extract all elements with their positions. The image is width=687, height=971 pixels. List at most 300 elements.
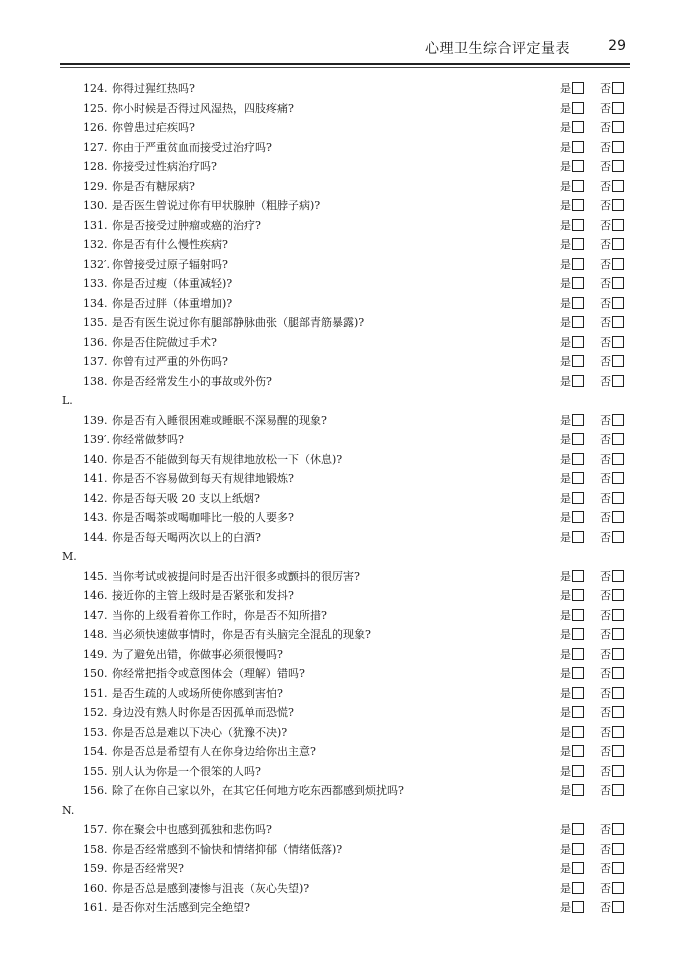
yes-checkbox[interactable]	[572, 862, 584, 874]
no-option	[600, 138, 624, 158]
yes-checkbox[interactable]	[572, 589, 584, 601]
yes-label: 是	[560, 472, 571, 485]
no-checkbox[interactable]	[612, 589, 624, 601]
question-row	[0, 703, 687, 723]
question-row	[0, 898, 687, 918]
question-number: 139.	[83, 413, 108, 427]
question-text: 你在聚会中也感到孤独和悲伤吗?	[112, 823, 272, 836]
no-label: 否	[600, 179, 611, 193]
answer-options	[560, 352, 611, 372]
yes-checkbox[interactable]	[572, 238, 584, 250]
yes-label: 是	[560, 881, 571, 895]
no-label: 否	[600, 160, 611, 173]
answer-options	[560, 762, 611, 782]
no-option	[600, 781, 624, 801]
question-number: 149.	[83, 647, 108, 661]
question-number: 155.	[83, 764, 108, 778]
answer-options	[560, 840, 611, 860]
yes-checkbox[interactable]	[572, 199, 584, 211]
no-checkbox[interactable]	[612, 492, 624, 504]
question-row	[0, 177, 687, 197]
section-label	[0, 801, 687, 821]
yes-checkbox[interactable]	[572, 141, 584, 153]
yes-checkbox[interactable]	[572, 433, 584, 445]
no-option	[600, 762, 624, 782]
question-text: 当你考试或被提问时是否出汗很多或颤抖的很厉害?	[112, 569, 360, 583]
no-label: 否	[600, 647, 611, 661]
no-checkbox[interactable]	[612, 901, 624, 913]
question-row	[0, 430, 687, 450]
question-text: 是否有医生说过你有腿部静脉曲张（腿部青筋暴露)?	[112, 316, 365, 329]
yes-label: 是	[560, 452, 571, 466]
question-number: 154.	[83, 745, 108, 758]
no-checkbox[interactable]	[612, 687, 624, 699]
no-checkbox[interactable]	[612, 862, 624, 874]
yes-checkbox[interactable]	[572, 180, 584, 192]
no-option	[600, 703, 624, 723]
question-number: 152.	[83, 706, 108, 719]
yes-checkbox[interactable]	[572, 160, 584, 172]
yes-checkbox[interactable]	[572, 823, 584, 835]
yes-label: 是	[560, 160, 571, 173]
no-label: 否	[600, 823, 611, 836]
question-number: 133.	[83, 277, 108, 290]
question-row	[0, 664, 687, 684]
no-checkbox[interactable]	[612, 355, 624, 367]
no-checkbox[interactable]	[612, 102, 624, 114]
no-checkbox[interactable]	[612, 277, 624, 289]
answer-options	[560, 859, 611, 879]
no-checkbox[interactable]	[612, 180, 624, 192]
yes-label: 是	[560, 413, 571, 427]
question-number: 151.	[83, 686, 108, 700]
no-label: 否	[600, 569, 611, 583]
yes-checkbox[interactable]	[572, 628, 584, 640]
question-row	[0, 781, 687, 801]
no-label: 否	[600, 530, 611, 544]
question-number: 132.	[83, 238, 108, 251]
yes-label: 是	[560, 706, 571, 719]
question-text: 除了在你自己家以外，在其它任何地方吃东西都感到烦扰吗?	[112, 784, 404, 797]
no-label: 否	[600, 257, 611, 271]
no-checkbox[interactable]	[612, 882, 624, 894]
answer-options	[560, 118, 611, 138]
question-row	[0, 118, 687, 138]
question-number: 157.	[83, 823, 108, 836]
no-checkbox[interactable]	[612, 648, 624, 660]
question-number: 131.	[83, 218, 108, 232]
no-label: 否	[600, 82, 611, 95]
no-label: 否	[600, 608, 611, 622]
question-number: 126.	[83, 121, 108, 134]
no-checkbox[interactable]	[612, 472, 624, 484]
answer-options	[560, 606, 611, 626]
no-checkbox[interactable]	[612, 609, 624, 621]
question-row	[0, 372, 687, 392]
question-row	[0, 567, 687, 587]
yes-label: 是	[560, 374, 571, 388]
no-option	[600, 255, 624, 275]
question-text: 你曾患过疟疾吗?	[112, 121, 195, 134]
yes-label: 是	[560, 764, 571, 778]
yes-checkbox[interactable]	[572, 492, 584, 504]
no-option	[600, 508, 624, 528]
no-label: 否	[600, 667, 611, 680]
question-row	[0, 489, 687, 509]
question-row	[0, 723, 687, 743]
no-label: 否	[600, 745, 611, 758]
yes-checkbox[interactable]	[572, 765, 584, 777]
question-number: 140.	[83, 452, 108, 466]
no-option	[600, 723, 624, 743]
no-option	[600, 157, 624, 177]
no-option	[600, 469, 624, 489]
question-row	[0, 450, 687, 470]
yes-checkbox[interactable]	[572, 453, 584, 465]
yes-label: 是	[560, 530, 571, 544]
no-checkbox[interactable]	[612, 784, 624, 796]
header-rule-thick	[60, 63, 630, 65]
question-row	[0, 879, 687, 899]
no-option	[600, 859, 624, 879]
question-number: 125.	[83, 101, 108, 115]
question-row	[0, 294, 687, 314]
yes-checkbox[interactable]	[572, 472, 584, 484]
no-option	[600, 372, 624, 392]
question-text: 你是否经常感到不愉快和情绪抑郁（情绪低落)?	[112, 842, 343, 856]
answer-options	[560, 469, 611, 489]
no-checkbox[interactable]	[612, 531, 624, 543]
no-label: 否	[600, 784, 611, 797]
no-checkbox[interactable]	[612, 121, 624, 133]
question-text: 你是否不能做到每天有规律地放松一下（休息)?	[112, 452, 343, 466]
no-label: 否	[600, 901, 611, 914]
question-text: 你是否过瘦（体重减轻)?	[112, 277, 233, 290]
no-option	[600, 294, 624, 314]
yes-label: 是	[560, 608, 571, 622]
answer-options	[560, 508, 611, 528]
no-label: 否	[600, 335, 611, 349]
answer-options	[560, 313, 611, 333]
yes-label: 是	[560, 491, 571, 505]
yes-label: 是	[560, 82, 571, 95]
question-text: 你由于严重贫血而接受过治疗吗?	[112, 140, 272, 154]
no-option	[600, 606, 624, 626]
question-number: 144.	[83, 530, 108, 544]
question-text: 为了避免出错，你做事必须很慢吗?	[112, 647, 283, 661]
yes-label: 是	[560, 277, 571, 290]
question-text: 当必须快速做事情时，你是否有头脑完全混乱的现象?	[112, 628, 371, 641]
yes-checkbox[interactable]	[572, 336, 584, 348]
no-checkbox[interactable]	[612, 765, 624, 777]
no-option	[600, 235, 624, 255]
no-checkbox[interactable]	[612, 199, 624, 211]
no-option	[600, 450, 624, 470]
answer-options	[560, 177, 611, 197]
section-letter: L.	[62, 394, 73, 407]
question-number: 139′.	[83, 433, 110, 446]
no-label: 否	[600, 296, 611, 310]
no-label: 否	[600, 881, 611, 895]
yes-label: 是	[560, 647, 571, 661]
question-number: 129.	[83, 179, 108, 193]
no-option	[600, 742, 624, 762]
no-label: 否	[600, 472, 611, 485]
question-text: 你是否经常哭?	[112, 862, 184, 875]
question-number: 130.	[83, 199, 108, 212]
yes-checkbox[interactable]	[572, 648, 584, 660]
question-row	[0, 411, 687, 431]
no-label: 否	[600, 452, 611, 466]
yes-label: 是	[560, 140, 571, 154]
question-text: 你经常把指令或意图体会（理解）错吗?	[112, 667, 305, 680]
yes-checkbox[interactable]	[572, 901, 584, 913]
no-checkbox[interactable]	[612, 433, 624, 445]
no-checkbox[interactable]	[612, 141, 624, 153]
no-checkbox[interactable]	[612, 628, 624, 640]
no-checkbox[interactable]	[612, 843, 624, 855]
answer-options	[560, 645, 611, 665]
yes-label: 是	[560, 296, 571, 310]
no-checkbox[interactable]	[612, 511, 624, 523]
question-number: 135.	[83, 316, 108, 329]
question-text: 是否医生曾说过你有甲状腺肿（粗脖子病)?	[112, 199, 321, 212]
no-label: 否	[600, 511, 611, 524]
section-letter: M.	[62, 550, 77, 563]
yes-checkbox[interactable]	[572, 297, 584, 309]
no-option	[600, 411, 624, 431]
question-number: 158.	[83, 842, 108, 856]
no-checkbox[interactable]	[612, 726, 624, 738]
answer-options	[560, 586, 611, 606]
section-label	[0, 547, 687, 567]
no-label: 否	[600, 764, 611, 778]
yes-checkbox[interactable]	[572, 219, 584, 231]
yes-label: 是	[560, 433, 571, 446]
answer-options	[560, 99, 611, 119]
page-header	[60, 38, 630, 62]
question-number: 150.	[83, 667, 108, 680]
no-option	[600, 664, 624, 684]
question-text: 你经常做梦吗?	[112, 433, 184, 446]
no-label: 否	[600, 862, 611, 875]
answer-options	[560, 742, 611, 762]
yes-checkbox[interactable]	[572, 258, 584, 270]
question-row	[0, 235, 687, 255]
question-row	[0, 99, 687, 119]
answer-options	[560, 79, 611, 99]
yes-label: 是	[560, 862, 571, 875]
no-option	[600, 118, 624, 138]
yes-label: 是	[560, 199, 571, 212]
yes-label: 是	[560, 823, 571, 836]
no-checkbox[interactable]	[612, 297, 624, 309]
no-option	[600, 898, 624, 918]
no-label: 否	[600, 413, 611, 427]
yes-checkbox[interactable]	[572, 316, 584, 328]
question-number: 127.	[83, 140, 108, 154]
answer-options	[560, 528, 611, 548]
question-row	[0, 684, 687, 704]
yes-checkbox[interactable]	[572, 277, 584, 289]
question-row	[0, 157, 687, 177]
yes-checkbox[interactable]	[572, 511, 584, 523]
question-text: 你接受过性病治疗吗?	[112, 160, 217, 173]
no-label: 否	[600, 589, 611, 602]
no-checkbox[interactable]	[612, 258, 624, 270]
yes-checkbox[interactable]	[572, 843, 584, 855]
yes-label: 是	[560, 667, 571, 680]
question-text: 你是否喝茶或喝咖啡比一般的人要多?	[112, 511, 294, 524]
header-rule-thin	[60, 67, 630, 68]
question-number: 147.	[83, 608, 108, 622]
no-label: 否	[600, 725, 611, 739]
answer-options	[560, 898, 611, 918]
question-row	[0, 859, 687, 879]
yes-checkbox[interactable]	[572, 882, 584, 894]
question-row	[0, 840, 687, 860]
answer-options	[560, 703, 611, 723]
no-checkbox[interactable]	[612, 745, 624, 757]
question-text: 是否生疏的人或场所使你感到害怕?	[112, 686, 283, 700]
answer-options	[560, 216, 611, 236]
question-row	[0, 313, 687, 333]
question-row	[0, 79, 687, 99]
question-text: 是否你对生活感到完全绝望?	[112, 901, 250, 914]
yes-label: 是	[560, 218, 571, 232]
yes-label: 是	[560, 335, 571, 349]
question-text: 你是否有什么慢性疾病?	[112, 238, 228, 251]
question-list	[0, 79, 687, 918]
question-row	[0, 469, 687, 489]
answer-options	[560, 625, 611, 645]
question-number: 148.	[83, 628, 108, 641]
question-text: 接近你的主管上级时是否紧张和发抖?	[112, 589, 294, 602]
no-option	[600, 625, 624, 645]
question-row	[0, 138, 687, 158]
yes-label: 是	[560, 842, 571, 856]
no-checkbox[interactable]	[612, 375, 624, 387]
yes-checkbox[interactable]	[572, 745, 584, 757]
answer-options	[560, 411, 611, 431]
question-row	[0, 274, 687, 294]
answer-options	[560, 723, 611, 743]
no-option	[600, 567, 624, 587]
yes-label: 是	[560, 901, 571, 914]
yes-checkbox[interactable]	[572, 609, 584, 621]
yes-checkbox[interactable]	[572, 102, 584, 114]
no-option	[600, 352, 624, 372]
answer-options	[560, 255, 611, 275]
question-text: 你小时候是否得过风湿热，四肢疼痛?	[112, 101, 294, 115]
no-option	[600, 274, 624, 294]
question-text: 你是否有入睡很困难或睡眠不深易醒的现象?	[112, 413, 327, 427]
yes-label: 是	[560, 257, 571, 271]
no-checkbox[interactable]	[612, 706, 624, 718]
no-label: 否	[600, 686, 611, 700]
no-checkbox[interactable]	[612, 219, 624, 231]
question-number: 137.	[83, 355, 108, 368]
page-number: 29	[608, 38, 626, 54]
question-row	[0, 255, 687, 275]
answer-options	[560, 567, 611, 587]
yes-checkbox[interactable]	[572, 687, 584, 699]
question-number: 138.	[83, 374, 108, 388]
no-label: 否	[600, 628, 611, 641]
yes-checkbox[interactable]	[572, 784, 584, 796]
answer-options	[560, 489, 611, 509]
question-row	[0, 820, 687, 840]
yes-checkbox[interactable]	[572, 570, 584, 582]
no-checkbox[interactable]	[612, 414, 624, 426]
yes-checkbox[interactable]	[572, 531, 584, 543]
no-option	[600, 177, 624, 197]
yes-checkbox[interactable]	[572, 82, 584, 94]
no-option	[600, 586, 624, 606]
answer-options	[560, 372, 611, 392]
no-checkbox[interactable]	[612, 453, 624, 465]
question-text: 别人认为你是一个很笨的人吗?	[112, 764, 261, 778]
answer-options	[560, 430, 611, 450]
no-option	[600, 879, 624, 899]
yes-checkbox[interactable]	[572, 355, 584, 367]
yes-label: 是	[560, 569, 571, 583]
no-label: 否	[600, 277, 611, 290]
yes-checkbox[interactable]	[572, 706, 584, 718]
question-number: 145.	[83, 569, 108, 583]
no-option	[600, 430, 624, 450]
yes-checkbox[interactable]	[572, 121, 584, 133]
no-option	[600, 99, 624, 119]
no-checkbox[interactable]	[612, 238, 624, 250]
no-checkbox[interactable]	[612, 667, 624, 679]
no-checkbox[interactable]	[612, 82, 624, 94]
answer-options	[560, 294, 611, 314]
question-number: 128.	[83, 160, 108, 173]
no-checkbox[interactable]	[612, 160, 624, 172]
question-row	[0, 762, 687, 782]
question-row	[0, 333, 687, 353]
question-text: 你是否过胖（体重增加)?	[112, 296, 233, 310]
no-option	[600, 79, 624, 99]
section-label	[0, 391, 687, 411]
no-option	[600, 489, 624, 509]
answer-options	[560, 196, 611, 216]
yes-checkbox[interactable]	[572, 726, 584, 738]
no-checkbox[interactable]	[612, 823, 624, 835]
question-row	[0, 625, 687, 645]
yes-label: 是	[560, 511, 571, 524]
yes-label: 是	[560, 589, 571, 602]
no-label: 否	[600, 842, 611, 856]
yes-label: 是	[560, 121, 571, 134]
no-checkbox[interactable]	[612, 316, 624, 328]
no-checkbox[interactable]	[612, 570, 624, 582]
yes-label: 是	[560, 316, 571, 329]
question-text: 你是否不容易做到每天有规律地锻炼?	[112, 472, 294, 485]
yes-label: 是	[560, 179, 571, 193]
question-row	[0, 645, 687, 665]
question-text: 你是否总是难以下决心（犹豫不决)?	[112, 725, 288, 739]
question-row	[0, 216, 687, 236]
question-text: 你是否总是希望有人在你身边给你出主意?	[112, 745, 316, 758]
yes-checkbox[interactable]	[572, 414, 584, 426]
no-checkbox[interactable]	[612, 336, 624, 348]
yes-checkbox[interactable]	[572, 667, 584, 679]
question-number: 153.	[83, 725, 108, 739]
no-label: 否	[600, 199, 611, 212]
yes-checkbox[interactable]	[572, 375, 584, 387]
